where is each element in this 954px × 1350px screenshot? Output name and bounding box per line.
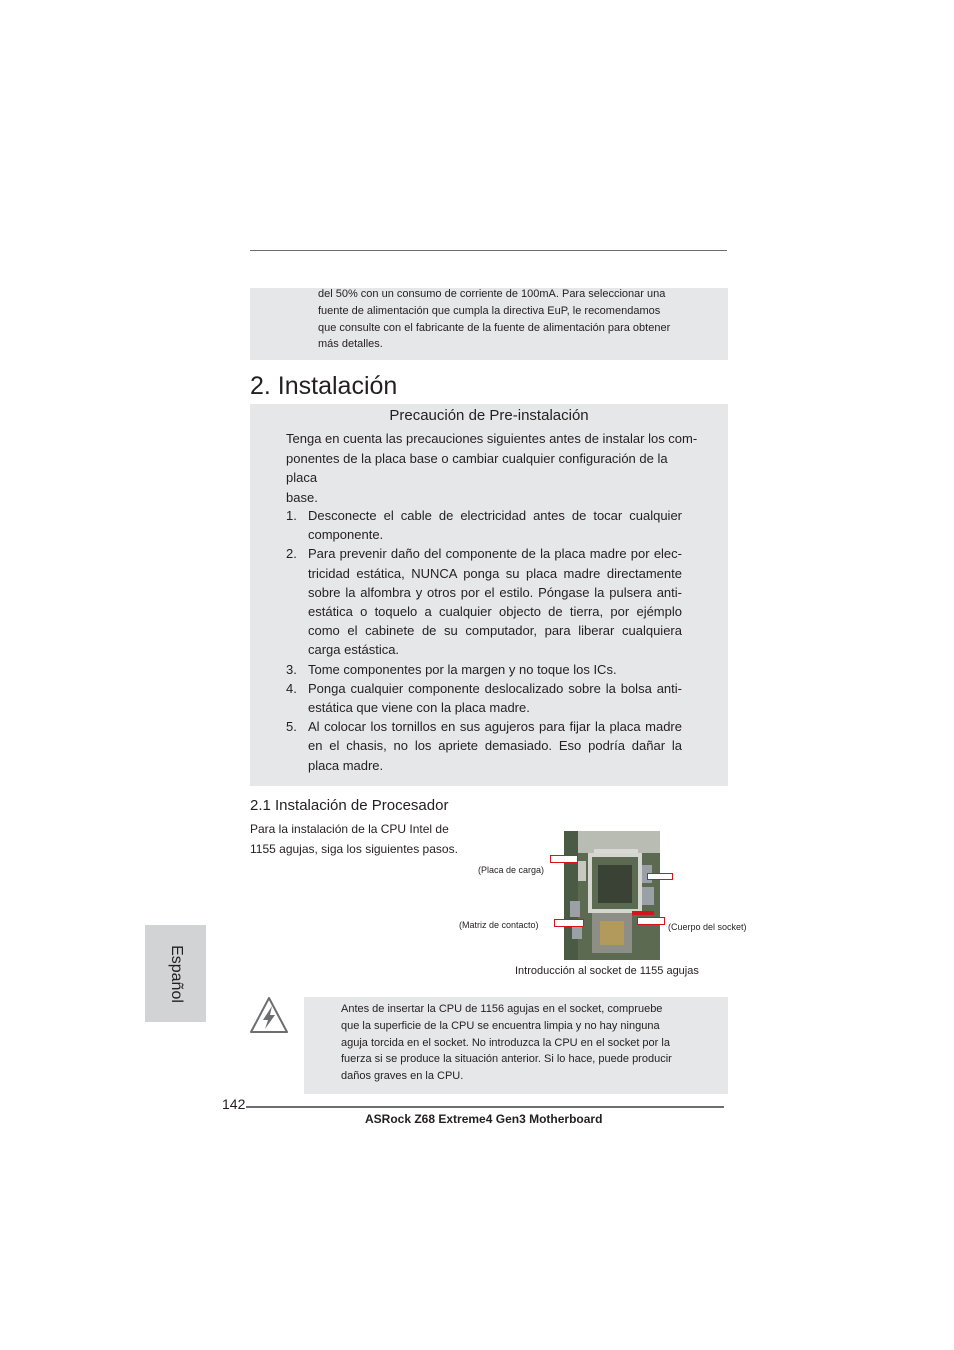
top-note-line: del 50% con un consumo de corriente de 100mA. Para seleccionar una (318, 288, 666, 300)
callout-marker (647, 873, 673, 880)
precaution-steps (286, 506, 682, 775)
language-tab-label (145, 925, 206, 1022)
warning-line: Antes de insertar la CPU de 1156 agujas en el socket, compruebe (341, 1003, 663, 1015)
step-item (286, 506, 682, 544)
intro-line: base. (286, 489, 318, 505)
step-text: Tome componentes por la margen y no toque los ICs. (308, 661, 617, 677)
figure-caption: Introducción al socket de 1155 agujas (515, 965, 699, 977)
step-number: 2. (286, 546, 297, 562)
cpu-intro-line: Para la instalación de la CPU Intel de (250, 822, 449, 836)
top-rule (250, 250, 727, 251)
label-contact-array: (Matriz de contacto) (459, 920, 539, 930)
step-item (286, 660, 682, 679)
socket-photo (564, 831, 660, 960)
step-number: 4. (286, 680, 297, 696)
cpu-intro-line: 1155 agujas, siga los siguientes pasos. (250, 841, 458, 856)
top-note-line: fuente de alimentación que cumpla la directiva EuP, le recomendamos (318, 304, 661, 317)
label-load-plate: (Placa de carga) (478, 865, 545, 875)
warning-line: fuerza si se produce la situación anterior. Si lo hace, puede producir (341, 1053, 672, 1066)
intro-line: ponentes de la placa base o cambiar cualquier configuración de la placa (286, 450, 668, 485)
step-number: 1. (286, 508, 297, 523)
top-note (318, 286, 698, 353)
cpu-intro (250, 820, 490, 859)
step-item (286, 544, 682, 659)
callout-marker (637, 917, 665, 925)
step-text: Al colocar los tornillos en sus agujeros para fijar la placa madre en el chasis, no los apriete demasiado. Eso podría dañar la placa madre. (308, 719, 682, 773)
intro-line: Tenga en cuenta las precauciones siguientes antes de instalar los com- (286, 431, 698, 446)
step-text: Ponga cualquier componente deslocalizado sobre la bolsa anti-estática que viene con la placa madre. (308, 680, 682, 716)
section-title: 2. Instalación (250, 372, 398, 400)
top-note-line: más detalles. (318, 338, 383, 351)
step-item (286, 679, 682, 717)
socket-photo-illustration (564, 831, 660, 960)
language-tab-text: Español (167, 944, 185, 1003)
warning-line: daños graves en la CPU. (341, 1070, 464, 1083)
callout-marker (554, 919, 584, 927)
bottom-rule (246, 1106, 724, 1108)
warning-lightning-icon (249, 996, 289, 1034)
step-number: 5. (286, 719, 297, 735)
warning-text (341, 1001, 701, 1085)
footer-title: ASRock Z68 Extreme4 Gen3 Motherboard (365, 1112, 603, 1126)
page-number: 142 (222, 1096, 246, 1112)
step-text: Desconecte el cable de electricidad antes de tocar cualquier componente. (308, 508, 682, 543)
subsection-title: 2.1 Instalación de Procesador (250, 797, 449, 814)
step-number: 3. (286, 661, 297, 677)
precaution-title: Precaución de Pre-instalación (389, 407, 589, 424)
label-socket-body: (Cuerpo del socket) (668, 922, 747, 932)
precaution-intro (286, 429, 698, 507)
warning-line: que la superficie de la CPU se encuentra limpia y no hay ninguna (341, 1019, 660, 1032)
warning-line: aguja torcida en el socket. No introduzca la CPU en el socket por la (341, 1036, 670, 1049)
step-item (286, 717, 682, 775)
step-text: Para prevenir daño del componente de la placa madre por elec-tricidad estática, NUNCA ponga su placa madre directamente sobre la alfombra y otros por el estilo. Póngase la pulsera anti-estática o toquelo a cualquier objecto de tierra, por ejémplo como el cabinete de su computador, para liberar cualquiera carga estástica. (308, 546, 682, 658)
callout-marker (550, 855, 578, 863)
top-note-line: que consulte con el fabricante de la fuente de alimentación para obtener (318, 321, 671, 334)
